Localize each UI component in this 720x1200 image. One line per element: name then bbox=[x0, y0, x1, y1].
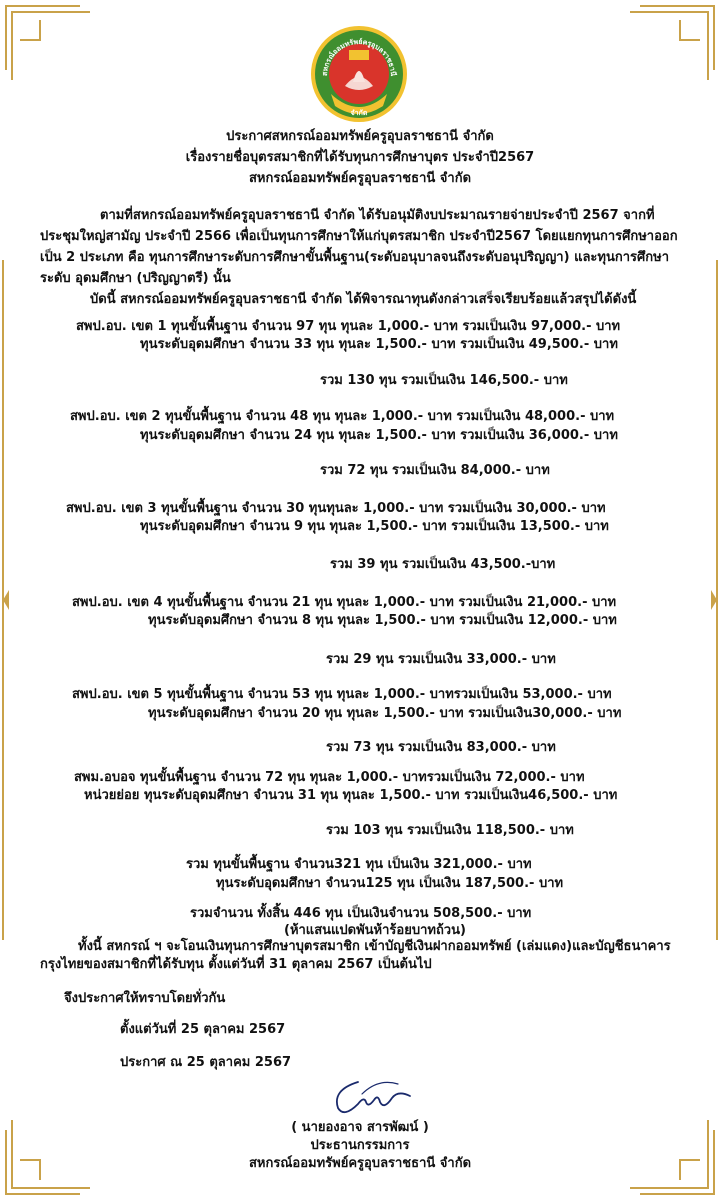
area-5-basic: สพป.อบ. เขต 5 ทุนขั้นพื้นฐาน จำนวน 53 ทุน ทุนละ 1,000.- บาทรวมเป็นเงิน 53,000.- บาท bbox=[72, 687, 612, 702]
announcement-title: ประกาศสหกรณ์ออมทรัพย์ครูอุบลราชธานี จำกัด bbox=[226, 129, 494, 144]
cooperative-logo bbox=[309, 24, 409, 124]
area-1-total: รวม 130 ทุน รวมเป็นเงิน 146,500.- บาท bbox=[320, 373, 568, 388]
intro-line-3: เป็น 2 ประเภท คือ ทุนการศึกษาระดับการศึกษาขั้นพื้นฐาน(ระดับอนุบาลจนถึงระดับอนุปริญญา) และทุนการศึกษา bbox=[40, 250, 670, 265]
intro-line-5: บัดนี้ สหกรณ์ออมทรัพย์ครูอุบลราชธานี จำกัด ได้พิจารณาทุนดังกล่าวเสร็จเรียบร้อยแล้วสรุปได้ดังนี้ bbox=[90, 292, 637, 307]
grand-higher: ทุนระดับอุดมศึกษา จำนวน125 ทุน เป็นเงิน 187,500.- บาท bbox=[216, 876, 564, 891]
area-2-basic: สพป.อบ. เขต 2 ทุนขั้นพื้นฐาน จำนวน 48 ทุน ทุนละ 1,000.- บาท รวมเป็นเงิน 48,000.- บาท bbox=[70, 409, 615, 424]
logo-ring-text: สหกรณ์ออมทรัพย์ครูอุบลราชธานี bbox=[320, 37, 398, 77]
area-4-higher: ทุนระดับอุดมศึกษา จำนวน 8 ทุน ทุนละ 1,500.- บาท รวมเป็นเงิน 12,000.- บาท bbox=[148, 613, 617, 628]
logo-bottom-text: จำกัด bbox=[350, 109, 368, 117]
closing-announce: จึงประกาศให้ทราบโดยทั่วกัน bbox=[64, 991, 226, 1006]
area-2-total: รวม 72 ทุน รวมเป็นเงิน 84,000.- บาท bbox=[320, 463, 550, 478]
signer-organization: สหกรณ์ออมทรัพย์ครูอุบลราชธานี จำกัด bbox=[248, 1156, 472, 1171]
area-6-total: รวม 103 ทุน รวมเป็นเงิน 118,500.- บาท bbox=[326, 823, 574, 838]
area-3-higher: ทุนระดับอุดมศึกษา จำนวน 9 ทุน ทุนละ 1,500.- บาท รวมเป็นเงิน 13,500.- บาท bbox=[140, 519, 609, 534]
area-4-basic: สพป.อบ. เขต 4 ทุนขั้นพื้นฐาน จำนวน 21 ทุน ทุนละ 1,000.- บาท รวมเป็นเงิน 21,000.- บาท bbox=[72, 595, 617, 610]
area-4-total: รวม 29 ทุน รวมเป็นเงิน 33,000.- บาท bbox=[326, 652, 556, 667]
grand-total: รวมจำนวน ทั้งสิ้น 446 ทุน เป็นเงินจำนวน 508,500.- บาท bbox=[190, 906, 532, 921]
signer-position: ประธานกรรมการ bbox=[310, 1138, 410, 1153]
grand-basic: รวม ทุนขั้นพื้นฐาน จำนวน321 ทุน เป็นเงิน 321,000.- บาท bbox=[186, 857, 532, 872]
area-5-higher: ทุนระดับอุดมศึกษา จำนวน 20 ทุน ทุนละ 1,500.- บาท รวมเป็นเงิน30,000.- บาท bbox=[148, 706, 622, 721]
area-3-total: รวม 39 ทุน รวมเป็นเงิน 43,500.-บาท bbox=[330, 557, 556, 572]
closing-line-2: กรุงไทยของสมาชิกที่ได้รับทุน ตั้งแต่วันที่ 31 ตุลาคม 2567 เป็นต้นไป bbox=[40, 957, 432, 972]
area-6-basic: สพม.อบอจ ทุนขั้นพื้นฐาน จำนวน 72 ทุน ทุนละ 1,000.- บาทรวมเป็นเงิน 72,000.- บาท bbox=[74, 770, 585, 785]
grand-total-in-words: (ห้าแสนแปดพันห้าร้อยบาทถ้วน) bbox=[284, 923, 466, 938]
signature-image bbox=[328, 1072, 418, 1122]
area-6-higher: หน่วยย่อย ทุนระดับอุดมศึกษา จำนวน 31 ทุน ทุนละ 1,500.- บาท รวมเป็นเงิน46,500.- บาท bbox=[84, 788, 618, 803]
signer-name: ( นายองอาจ สารพัฒน์ ) bbox=[291, 1120, 429, 1135]
announcement-org: สหกรณ์ออมทรัพย์ครูอุบลราชธานี จำกัด bbox=[248, 171, 472, 186]
area-1-basic: สพป.อบ. เขต 1 ทุนขั้นพื้นฐาน จำนวน 97 ทุน ทุนละ 1,000.- บาท รวมเป็นเงิน 97,000.- บาท bbox=[76, 319, 621, 334]
area-5-total: รวม 73 ทุน รวมเป็นเงิน 83,000.- บาท bbox=[326, 740, 556, 755]
intro-line-1: ตามที่สหกรณ์ออมทรัพย์ครูอุบลราชธานี จำกัด ได้รับอนุมัติงบประมาณรายจ่ายประจำปี 2567 จากที่ bbox=[100, 208, 655, 223]
intro-line-2: ประชุมใหญ่สามัญ ประจำปี 2566 เพื่อเป็นทุนการศึกษาให้แก่บุตรสมาชิก ประจำปี2567 โดยแยกทุนการศึกษาออก bbox=[40, 229, 678, 244]
announcement-subject: เรื่องรายชื่อบุตรสมาชิกที่ได้รับทุนการศึกษาบุตร ประจำปี2567 bbox=[185, 150, 535, 165]
area-2-higher: ทุนระดับอุดมศึกษา จำนวน 24 ทุน ทุนละ 1,500.- บาท รวมเป็นเงิน 36,000.- บาท bbox=[140, 428, 618, 443]
area-1-higher: ทุนระดับอุดมศึกษา จำนวน 33 ทุน ทุนละ 1,500.- บาท รวมเป็นเงิน 49,500.- บาท bbox=[140, 337, 618, 352]
intro-line-4: ระดับ อุดมศึกษา (ปริญญาตรี) นั้น bbox=[40, 271, 231, 286]
area-3-basic: สพป.อบ. เขต 3 ทุนขั้นพื้นฐาน จำนวน 30 ทุนทุนละ 1,000.- บาท รวมเป็นเงิน 30,000.- บาท bbox=[66, 501, 606, 516]
closing-line-1: ทั้งนี้ สหกรณ์ ฯ จะโอนเงินทุนการศึกษาบุตรสมาชิก เข้าบัญชีเงินฝากออมทรัพย์ (เล่มแดง)และบัญชีธนาคาร bbox=[78, 939, 671, 954]
announce-date: ประกาศ ณ 25 ตุลาคม 2567 bbox=[120, 1055, 292, 1070]
effective-date: ตั้งแต่วันที่ 25 ตุลาคม 2567 bbox=[120, 1022, 286, 1037]
